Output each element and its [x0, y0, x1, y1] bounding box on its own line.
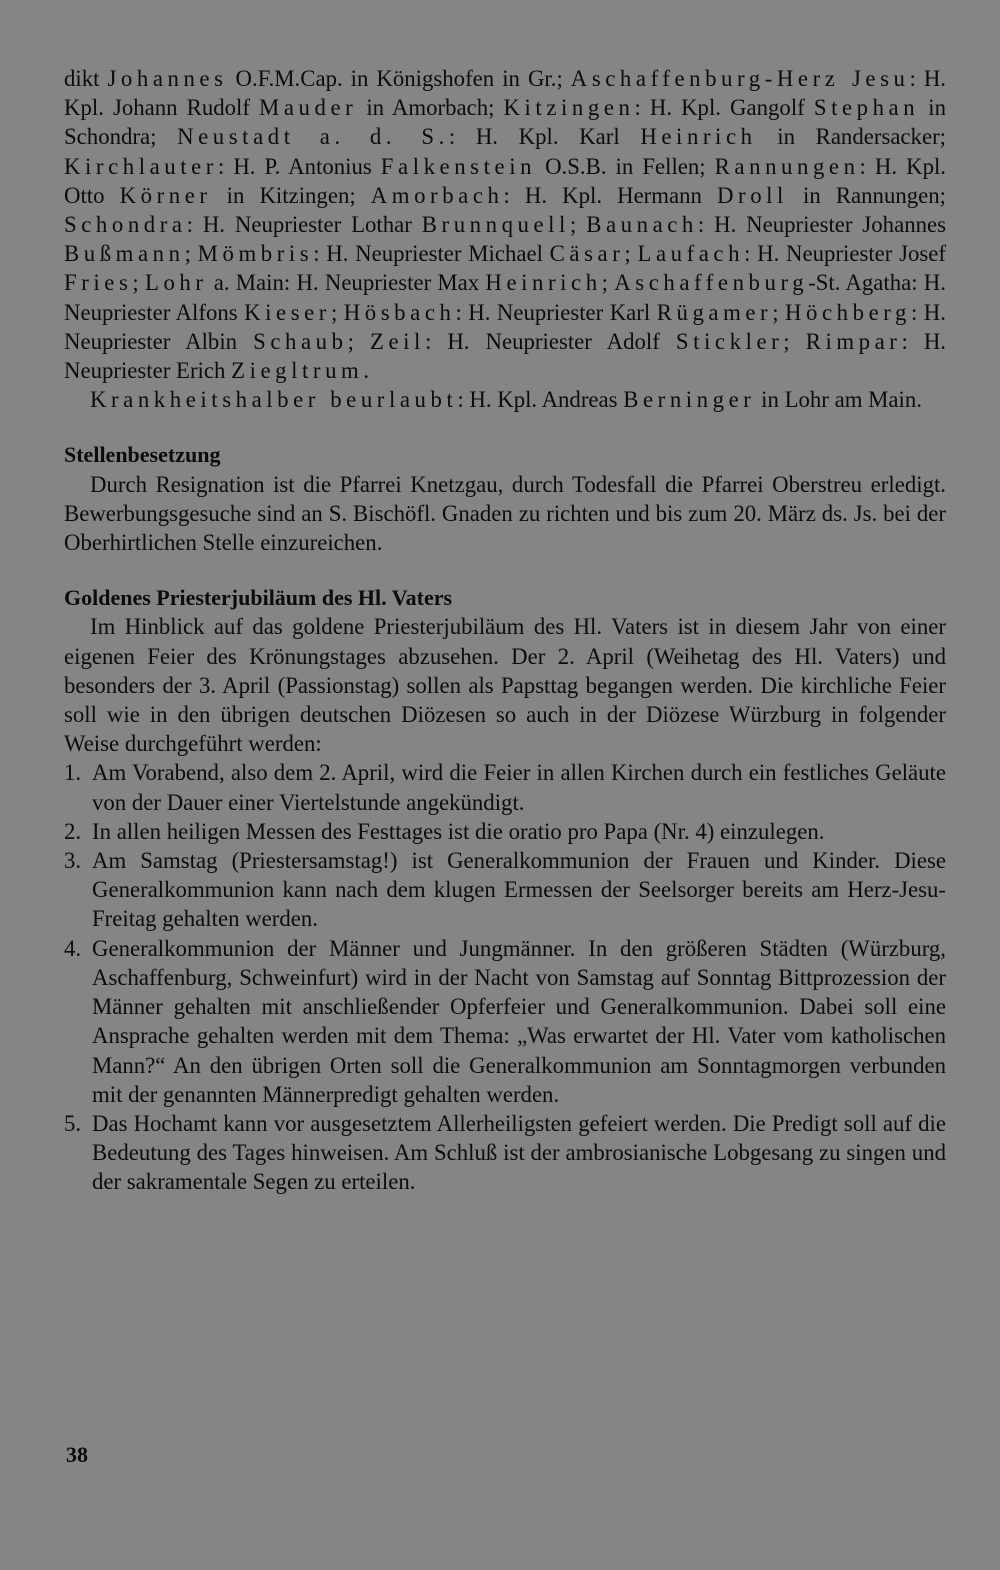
text-run: ;: [783, 328, 806, 354]
spaced-name: Heinrich: [640, 124, 757, 150]
spaced-name: Cäsar: [549, 241, 625, 267]
spaced-place: Aschaffenburg: [614, 270, 809, 296]
text-run: : H. P. Antonius: [217, 153, 381, 179]
text-run: in Schondra;: [64, 95, 947, 150]
list-text: Am Vorabend, also dem 2. April, wird die Feier in allen Kirchen durch ein festliches Geläute von der Dauer einer Viertelstunde angekündigt.: [92, 760, 946, 815]
text-run: ;: [601, 270, 615, 296]
text-run: O.S.B. in Fellen;: [536, 153, 715, 179]
text-run: in Rannungen;: [787, 182, 947, 208]
leave-name: Berninger: [623, 387, 756, 413]
spaced-place: Kirchlauter: [64, 153, 218, 179]
spaced-name: Johannes: [107, 66, 228, 91]
text-run: ;: [330, 299, 344, 325]
section-heading-jubilaeum: Goldenes Priesterjubiläum des Hl. Vaters: [64, 585, 453, 611]
spaced-place: Zeil: [369, 328, 425, 354]
spaced-name: Brunnquell: [421, 212, 570, 238]
text-run: O.F.M.Cap. in Königshofen in Gr.;: [227, 66, 571, 91]
text-run: : H. Kpl. Hermann: [503, 182, 718, 208]
list-item: [64, 934, 946, 1109]
text-run: in Randersacker;: [756, 124, 946, 150]
text-run: .: [363, 358, 370, 384]
text-run: ;: [772, 299, 786, 325]
text-run: : H. Kpl. Karl: [448, 124, 641, 150]
spaced-name: Bußmann: [64, 241, 185, 267]
spaced-place: Rannungen: [714, 153, 860, 179]
spaced-name: Rügamer: [656, 299, 773, 325]
spaced-name: Kieser: [244, 299, 331, 325]
text-run: : H. Neupriester Adolf: [424, 328, 676, 354]
text-run: : H. Kpl. Gangolf: [634, 95, 814, 121]
spaced-place: Baunach: [586, 212, 698, 238]
spaced-name: Stickler: [675, 328, 784, 354]
text-run: in Kitzingen;: [211, 182, 371, 208]
list-item: [64, 846, 946, 934]
text-run: : H. Neupriester Lothar: [186, 212, 422, 238]
procedure-list: [64, 758, 946, 1196]
list-number: 3.: [64, 848, 82, 874]
spaced-name: Schaub: [253, 328, 348, 354]
spaced-name: Droll: [717, 182, 788, 208]
list-number: 1.: [64, 760, 82, 786]
text-run: in Amorbach;: [357, 95, 504, 121]
spaced-name: Heinrich: [485, 270, 602, 296]
list-item: [64, 1109, 946, 1197]
spaced-name: Körner: [119, 182, 212, 208]
spaced-place: Lohr: [144, 270, 208, 296]
page-content: [64, 64, 946, 1197]
text-run: ;: [184, 241, 198, 267]
text-run: : H. Neupriester Johannes: [697, 212, 946, 238]
text-run: -St. Agatha: H. Neupriester Alfons: [64, 270, 946, 325]
text-run: : H. Neupriester Josef: [744, 241, 946, 267]
list-text: Das Hochamt kann vor ausgesetztem Allerheiligsten gefeiert werden. Die Predigt soll auf die Bedeutung des Tages hinweisen. Am Schluß ist der ambrosianische Lobgesang zu singen und der sakramentale Segen zu erteilen.: [92, 1110, 946, 1195]
list-text: In allen heiligen Messen des Festtages ist die oratio pro Papa (Nr. 4) einzulegen.: [92, 818, 825, 844]
list-number: 5.: [64, 1110, 82, 1136]
spaced-name: Fries: [64, 270, 133, 296]
list-number: 4.: [64, 935, 82, 961]
list-text: Generalkommunion der Männer und Jungmänner. In den größeren Städten (Würzburg, Aschaffenburg, Schweinfurt) wird in der Nacht von Samstag auf Sonntag Bittprozession der Männer gehalten mit anschließender Opferfeier und Generalkommunion. Dabei soll eine Ansprache gehalten werden mit dem Thema: „Was erwartet der Hl. Vater vom katholischen Mann?“ An den übrigen Orten soll die Generalkommunion am Sonntagmorgen verbunden mit der genannten Männerpredigt gehalten werden.: [92, 935, 946, 1107]
list-number: 2.: [64, 818, 82, 844]
personnel-paragraph: [64, 64, 946, 385]
text-run: : H. Neupriester Erich: [64, 328, 946, 384]
leave-text: : H. Kpl. Andreas: [457, 387, 624, 413]
text-run: : H. Kpl. Johann Rudolf: [64, 66, 946, 121]
spaced-name: Stephan: [813, 95, 920, 121]
text-run: a. Main: H. Neupriester Max: [207, 270, 486, 296]
text-run: : H. Kpl. Otto: [64, 153, 946, 208]
spaced-place: Neustadt a. d. S.: [177, 124, 449, 150]
text-run: ;: [132, 270, 145, 296]
leave-paragraph: [64, 385, 946, 414]
spaced-place: Aschaffenburg-Herz Jesu: [570, 66, 910, 91]
spaced-place: Rimpar: [805, 328, 902, 354]
spaced-name: Ziegltrum: [231, 358, 364, 384]
spaced-place: Laufach: [637, 241, 745, 267]
text-run: dikt: [64, 66, 108, 91]
page-number: 38: [66, 1442, 88, 1467]
text-run: : H. Neupriester Albin: [64, 299, 946, 354]
spaced-place: Kitzingen: [503, 95, 635, 121]
text-run: : H. Neupriester Michael: [313, 241, 550, 267]
spaced-place: Hösbach: [343, 299, 456, 325]
stellen-paragraph: Durch Resignation ist die Pfarrei Knetzgau, durch Todesfall die Pfarrei Oberstreu erledigt. Bewerbungsgesuche sind an S. Bischöfl. Gnaden zu richten und bis zum 20. März ds. Js. bei der Oberhirtlichen Stelle einzureichen.: [64, 471, 946, 556]
spaced-place: Schondra: [64, 212, 187, 238]
list-text: Am Samstag (Priestersamstag!) ist Generalkommunion der Frauen und Kinder. Diese Generalkommunion kann nach dem klugen Ermessen der Seelsorger bereits am Herz-Jesu-Freitag gehalten werden.: [92, 848, 946, 932]
spaced-place: Höchberg: [785, 299, 911, 325]
list-item: [64, 758, 946, 816]
spaced-name: Mauder: [259, 95, 358, 121]
leave-label: Krankheitshalber beurlaubt: [90, 387, 458, 413]
list-item: [64, 817, 946, 846]
spaced-place: Amorbach: [370, 182, 504, 208]
jubilaeum-intro: Im Hinblick auf das goldene Priesterjubiläum des Hl. Vaters ist in diesem Jahr von einer eigenen Feier des Krönungstages abzusehen. Der 2. April (Weihetag des Hl. Vaters) und besonders der 3. April (Passionstag) sollen als Papsttag begangen werden. Die kirchliche Feier soll wie in den übrigen deutschen Diözesen so auch in der Diözese Würzburg in folgender Weise durchgeführt werden:: [64, 614, 946, 757]
text-run: ;: [624, 241, 638, 267]
section-heading-stellenbesetzung: Stellenbesetzung: [64, 442, 221, 468]
text-run: ;: [347, 328, 370, 354]
text-run: : H. Neupriester Karl: [455, 299, 657, 325]
leave-tail: in Lohr am Main.: [755, 387, 922, 413]
spaced-place: Mömbris: [197, 241, 314, 267]
text-run: ;: [569, 212, 587, 238]
spaced-name: Falkenstein: [380, 153, 537, 179]
